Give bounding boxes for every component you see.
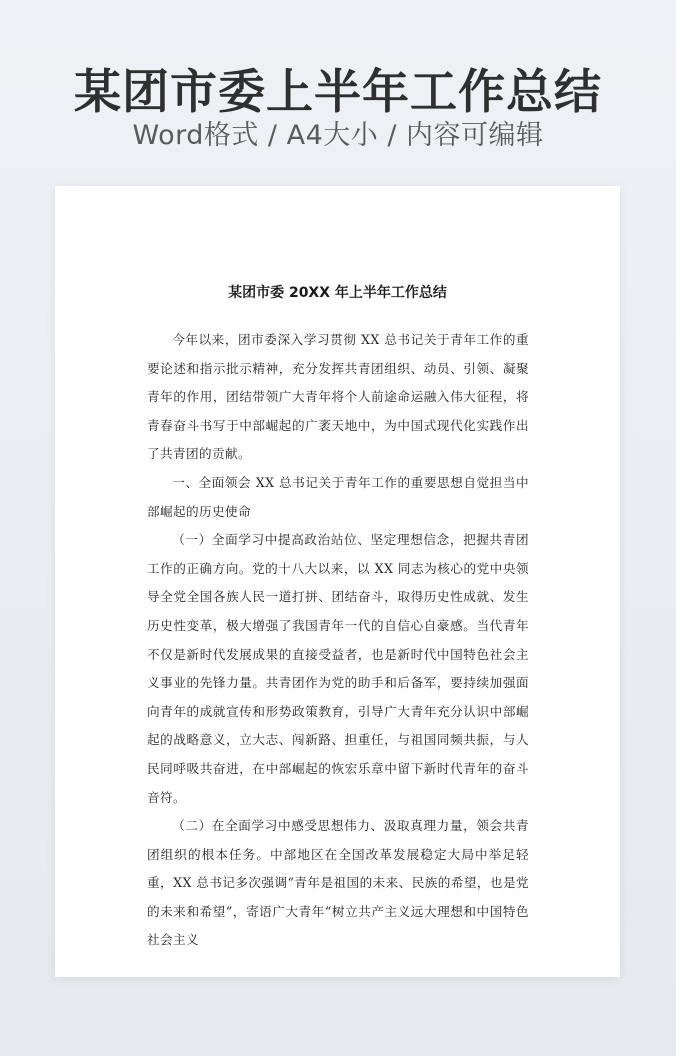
banner-title: 某团市委上半年工作总结 xyxy=(74,65,602,120)
paragraph-subsection-1: （一）全面学习中提高政治站位、坚定理想信念，把握共青团工作的正确方向。党的十八大以来，以 XX 同志为核心的党中央领导全党全国各族人民一道打拼、团结奋斗，取得历史性成就、发生历史性变革，极大增强了我国青年一代的自信心自豪感。当代青年不仅是新时代发展成果的直接受益者，也是新时代中国特色社会主义事业的先锋力量。共青团作为党的助手和后备军，要持续加强面向青年的成就宣传和形势政策教育，引导广大青年充分认识中部崛起的战略意义，立大志、闯新路、担重任，与祖国同频共振，与人民同呼吸共奋进，在中部崛起的恢宏乐章中留下新时代青年的奋斗音符。 xyxy=(147,532,529,805)
document-body xyxy=(147,326,529,955)
section-heading-1: 一、全面领会 XX 总书记关于青年工作的重要思想自觉担当中部崛起的历史使命 xyxy=(147,474,529,519)
paragraph-subsection-2: （二）在全面学习中感受思想伟力、汲取真理力量，领会共青团组织的根本任务。中部地区在全国改革发展稳定大局中举足轻重，XX 总书记多次强调“青年是祖国的未来、民族的希望，也是党的未来和希望”，寄语广大青年“树立共产主义远大理想和中国特色社会主义 xyxy=(147,818,529,948)
document-title: 某团市委 20XX 年上半年工作总结 xyxy=(228,285,447,301)
paragraph-intro: 今年以来，团市委深入学习贯彻 XX 总书记关于青年工作的重要论述和指示批示精神，充分发挥共青团组织、动员、引领、凝聚青年的作用，团结带领广大青年将个人前途命运融入伟大征程，将青春奋斗书写于中部崛起的广袤天地中，为中国式现代化实践作出了共青团的贡献。 xyxy=(147,332,529,462)
banner-subtitle: Word格式 / A4大小 / 内容可编辑 xyxy=(132,120,544,151)
document-page xyxy=(55,186,620,977)
